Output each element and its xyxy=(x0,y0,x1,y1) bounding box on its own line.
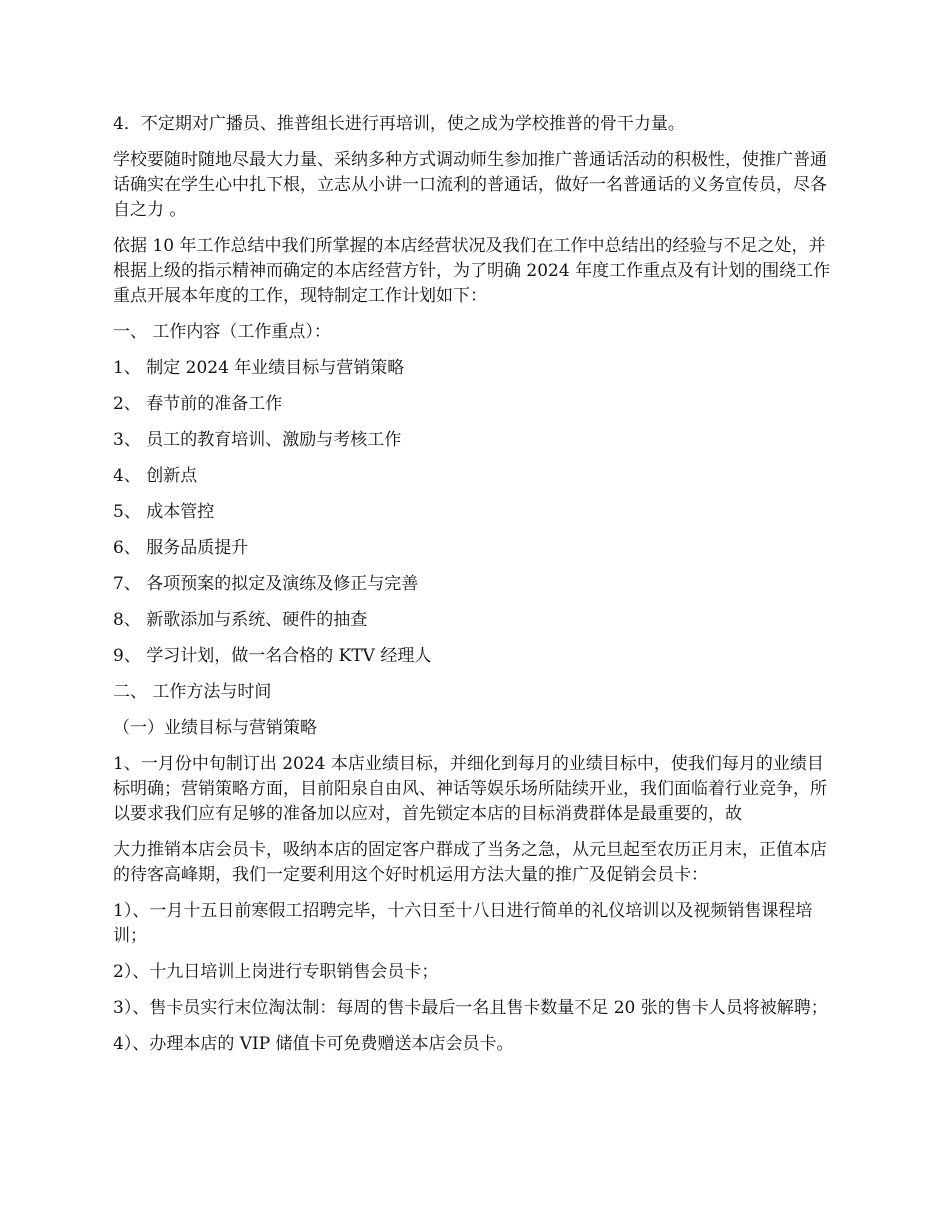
paragraph-training: 4．不定期对广播员、推普组长进行再培训，使之成为学校推普的骨干力量。 xyxy=(113,114,685,134)
step-3: 3）、售卡员实行末位淘汰制：每周的售卡最后一名且售卡数量不足 20 张的售卡人员将被解聘； xyxy=(113,998,828,1018)
list-item-5: 5、 成本管控 xyxy=(113,502,215,522)
step-2: 2）、十九日培训上岗进行专职销售会员卡； xyxy=(113,962,439,982)
step-4: 4）、办理本店的 VIP 储值卡可免费赠送本店会员卡。 xyxy=(113,1034,514,1054)
document-page xyxy=(113,112,838,1068)
list-item-6: 6、 服务品质提升 xyxy=(113,538,249,558)
list-item-7: 7、 各项预案的拟定及演练及修正与完善 xyxy=(113,574,419,594)
paragraph-plan-intro: 依据 10 年工作总结中我们所掌握的本店经营状况及我们在工作中总结出的经验与不足之处，并根据上级的指示精神而确定的本店经营方针，为了明确 2024 年度工作重点及有计划的围绕工作重点开展本年度的工作，现特制定工作计划如下： xyxy=(113,236,831,306)
heading-work-content: 一、 工作内容（工作重点）： xyxy=(113,322,331,342)
subheading-targets-strategy: （一）业绩目标与营销策略 xyxy=(113,718,317,738)
step-1: 1）、一月十五日前寒假工招聘完毕，十六日至十八日进行简单的礼仪培训以及视频销售课程培训； xyxy=(113,901,813,946)
list-item-2: 2、 春节前的准备工作 xyxy=(113,394,283,414)
list-item-4: 4、 创新点 xyxy=(113,466,198,486)
list-item-3: 3、 员工的教育培训、激励与考核工作 xyxy=(113,430,402,450)
list-item-1: 1、 制定 2024 年业绩目标与营销策略 xyxy=(113,358,405,378)
list-item-9: 9、 学习计划，做一名合格的 KTV 经理人 xyxy=(113,646,432,666)
list-item-8: 8、 新歌添加与系统、硬件的抽查 xyxy=(113,610,368,630)
heading-work-methods: 二、 工作方法与时间 xyxy=(113,682,272,702)
paragraph-membership-cards: 大力推销本店会员卡，吸纳本店的固定客户群成了当务之急，从元旦起至农历正月末，正值本店的待客高峰期，我们一定要利用这个好时机运用方法大量的推广及促销会员卡： xyxy=(113,840,827,885)
paragraph-promotion: 学校要随时随地尽最大力量、采纳多种方式调动师生参加推广普通话活动的积极性，使推广普通话确实在学生心中扎下根，立志从小讲一口流利的普通话，做好一名普通话的义务宣传员，尽各自之力 。 xyxy=(113,150,827,220)
paragraph-targets: 1、一月份中旬制订出 2024 本店业绩目标，并细化到每月的业绩目标中，使我们每月的业绩目标明确；营销策略方面，目前阳泉自由风、神话等娱乐场所陆续开业，我们面临着行业竞争，所以要求我们应有足够的准备加以应对，首先锁定本店的目标消费群体是最重要的，故 xyxy=(113,754,827,824)
